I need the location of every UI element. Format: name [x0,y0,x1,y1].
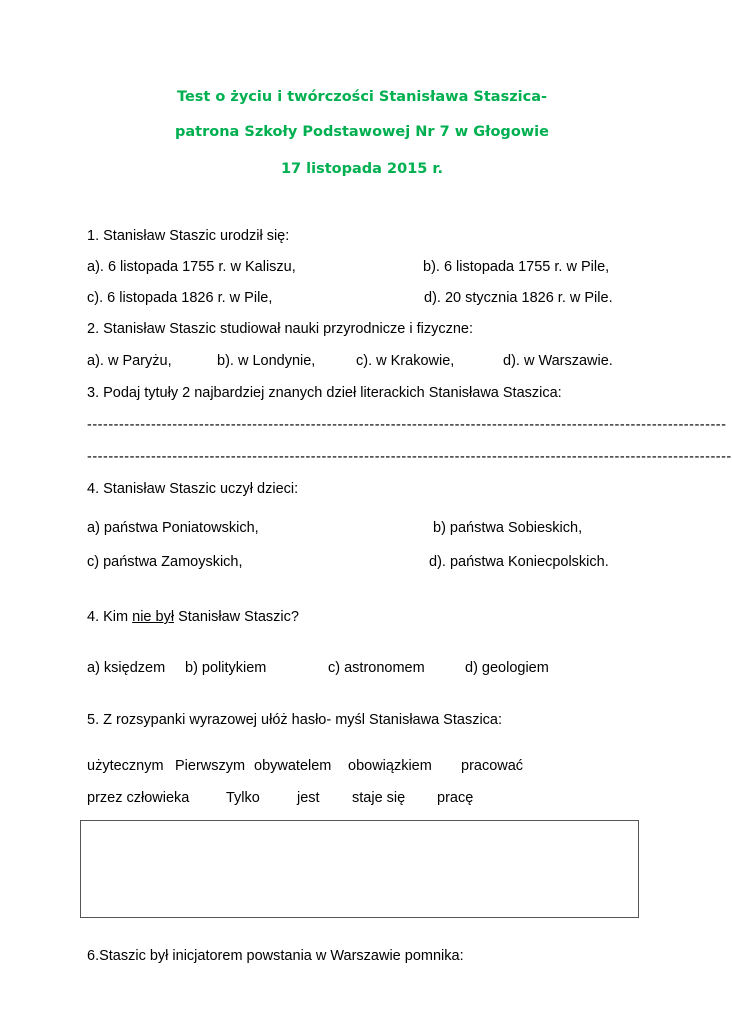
q5-word: Pierwszym [175,758,246,774]
title-line-1: Test o życiu i twórczości Stanisława Staszica- [176,89,548,105]
q4b-suffix: Stanisław Staszic? [174,609,299,625]
q5-word: pracować [461,758,524,774]
q4a-question: 4. Stanisław Staszic uczył dzieci: [87,481,299,497]
q5-word: obywatelem [254,758,332,774]
q4b-option-b: b) politykiem [185,660,267,676]
q4a-option-a: a) państwa Poniatowskich, [87,520,259,536]
q4b-question [87,609,299,625]
q4b-option-a: a) księdzem [87,660,166,676]
q1-option-a: a). 6 listopada 1755 r. w Kaliszu, [87,259,296,275]
q5-word: staje się [352,790,406,806]
test-date: 17 listopada 2015 r. [280,161,444,177]
q4a-option-d: d). państwa Koniecpolskich. [429,554,609,570]
q2-option-b: b). w Londynie, [217,353,316,369]
q3-answer-line-2: ------------------------------------------------------------------------------------------------------------------------- [87,449,732,465]
q5-word: obowiązkiem [348,758,432,774]
q2-option-c: c). w Krakowie, [356,353,455,369]
q3-answer-line-1: ------------------------------------------------------------------------------------------------------------------------ [87,417,727,433]
q6-question: 6.Staszic był inicjatorem powstania w Warszawie pomnika: [87,948,464,964]
q1-option-c: c). 6 listopada 1826 r. w Pile, [87,290,273,306]
q4a-option-b: b) państwa Sobieskich, [433,520,583,536]
q4b-option-c: c) astronomem [328,660,425,676]
q5-word: jest [297,790,320,806]
q5-answer-box[interactable] [80,820,639,918]
q4b-underlined: nie był [132,609,175,625]
q2-option-a: a). w Paryżu, [87,353,172,369]
q2-option-d: d). w Warszawie. [503,353,613,369]
q3-question: 3. Podaj tytuły 2 najbardziej znanych dzieł literackich Stanisława Staszica: [87,385,562,401]
q5-word: przez człowieka [87,790,190,806]
q5-word: użytecznym [87,758,164,774]
q1-question: 1. Stanisław Staszic urodził się: [87,228,290,244]
q5-word: pracę [437,790,474,806]
q4b-option-d: d) geologiem [465,660,549,676]
title-line-2: patrona Szkoły Podstawowej Nr 7 w Głogowie [175,124,549,140]
q2-question: 2. Stanisław Staszic studiował nauki przyrodnicze i fizyczne: [87,321,474,337]
q5-word: Tylko [226,790,260,806]
q4a-option-c: c) państwa Zamoyskich, [87,554,243,570]
q5-question: 5. Z rozsypanki wyrazowej ułóż hasło- myśl Stanisława Staszica: [87,712,503,728]
q4b-prefix: 4. Kim [87,609,133,625]
q1-option-d: d). 20 stycznia 1826 r. w Pile. [424,290,613,306]
q1-option-b: b). 6 listopada 1755 r. w Pile, [423,259,610,275]
